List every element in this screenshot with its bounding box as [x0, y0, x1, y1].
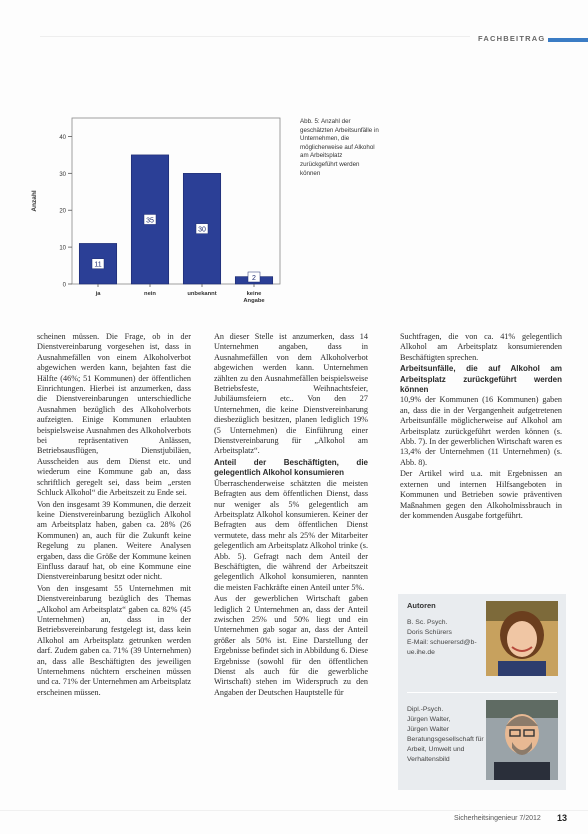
col3-paragraph-2: 10,9% der Kommunen (16 Kommunen) gaben an, dass die in der Vergangenheit aufgetretenen Arbeitsunfälle möglicherweise auf Alkohol am Arbeitsplatz zurückgeführt werden können (s. Abb. 7). In der gewerblichen Wirtschaft waren es 13,4% der Unternehmen (11 Unternehmen) (s. Abb. 8).	[400, 395, 562, 467]
col2-heading: Anteil der Beschäftigten, die gelegentlich Alkohol konsumieren	[214, 457, 368, 478]
authors-title: Autoren	[407, 601, 436, 610]
x-tick-label-3-1: Angabe	[243, 298, 265, 304]
author-1-email: E-Mail: schuerersd@b-ue.ihe.de	[407, 639, 477, 656]
bar-value-label-1: 35	[146, 217, 154, 225]
author-2-photo	[486, 700, 558, 780]
bar-value-label-0: 11	[94, 261, 102, 269]
page-number: 13	[557, 813, 568, 823]
authors-divider	[407, 692, 557, 693]
col3-heading: Arbeitsunfälle, die auf Alkohol am Arbeitsplatz zurückgeführt werden können	[400, 364, 562, 395]
section-accent-bar	[548, 38, 588, 42]
bar-value-label-3: 2	[252, 275, 256, 282]
x-tick-label-3-0: keine	[246, 291, 262, 297]
y-tick-label-10: 10	[59, 245, 66, 252]
col2-paragraph-2: Überraschenderweise schätzten die meisten Befragten aus dem öffentlichen Dienst, dass nur weniger als 5% gelegentlich am Arbeitsplatz Alkohol konsumieren. Keiner der Befragten aus dem öffentlichen Dienst vermutete, dass mehr als 25% der Mitarbeiter gelegentlich am Arbeitsplatz Alkohol trinke (s. Abb. 5). Gefragt nach dem Anteil der Beschäftigten, die während der Arbeitszeit gelegentlich Alkohol konsumieren, nannten die meisten Fachkräfte einen Anteil unter 5%.	[214, 478, 368, 592]
figure-caption: Abb. 5: Anzahl der geschätzten Arbeitsunfälle in Unternehmen, die möglicherweise auf Alkohol am Arbeitsplatz zurückgeführt werden können	[300, 118, 379, 177]
author-2-affiliation: Jürgen Walter Beratungsgesellschaft für Arbeit, Umwelt und Verhaltensbild	[407, 726, 484, 763]
col2-paragraph-1: An dieser Stelle ist anzumerken, dass 14 Unternehmen angaben, dass in Ausnahmefällen von dem Alkoholverbot abgewichen werden kann. Unternehmen zählten zu den Ausnahmefällen beispielsweise Betriebsfeste, Weihnachtsfeier, Jubiläumsfeiern etc.. Von den 27 Unternehmen, die keine Dienstvereinbarung diesbezüglich besitzen, planen lediglich 19% (5 Unternehmen) die Einführung einer Dienstvereinbarung für „Alkohol am Arbeitsplatz“.	[214, 332, 368, 456]
column-2	[214, 332, 368, 699]
author-1-photo	[486, 601, 558, 676]
col2-paragraph-3: Aus der gewerblichen Wirtschaft gaben lediglich 2 Unternehmen an, dass der Anteil zwischen 25% und 50% liegt und ein Unternehmen gab sogar an, dass der Anteil größer als 50% ist. Eine Darstellung der Ergebnisse befindet sich in Abbildung 6. Diese Ergebnisse (sowohl für den öffentlichen Dienst als auch für die gewerbliche Wirtschaft) stehen im Widerspruch zu den Angaben der Deutschen Hauptstelle für	[214, 594, 368, 697]
x-tick-label-2-0: unbekannt	[187, 291, 217, 297]
author-2	[407, 705, 485, 765]
col1-paragraph-2: Von den insgesamt 39 Kommunen, die derzeit keine Dienstvereinbarung bezüglich Alkohol am Arbeitsplatz haben, gaben ca. 28% (26 Kommunen) an, auch für die Zukunft keine Regelung zu planen. Weitere Analysen ergaben, dass die Größe der Kommune keinen Einfluss darauf hat, ob eine Kommune eine Dienstvereinbarung besitzt oder nicht.	[37, 499, 191, 582]
col3-paragraph-1: Suchtfragen, die von ca. 41% gelegentlich Alkohol am Arbeitsplatz konsumierenden Beschäftigten sprechen.	[400, 332, 562, 362]
bottom-rule	[0, 810, 588, 811]
x-tick-label-0-0: ja	[95, 291, 101, 297]
column-1	[37, 332, 191, 699]
top-rule	[40, 36, 470, 37]
y-tick-label-40: 40	[59, 134, 66, 141]
column-3	[400, 332, 562, 522]
y-tick-label-30: 30	[59, 171, 66, 178]
y-tick-label-20: 20	[59, 208, 66, 215]
section-label: FACHBEITRAG	[478, 34, 546, 43]
author-1	[407, 618, 487, 658]
y-axis-label: Anzahl	[31, 190, 38, 212]
authors-box	[398, 594, 566, 790]
col1-paragraph-1: scheinen müssen. Die Frage, ob in der Dienstvereinbarung vorgesehen ist, dass in Ausnahmefällen von einem Alkoholverbot abgewichen werden kann, bejahten fast die Hälfte (46%; 51 Kommunen) der öffentlichen Einrichtungen. Hierbei ist anzumerken, dass die Dienstvereinbarungen unterschiedliche Ausnahmen bezüglich des Alkoholverbots aufzeigten. Einige Kommunen erlaubten beispielsweise Ausnahmen des Alkoholverbots bei repräsentativen Anlässen, Betriebsausflügen, Dienstjubiläen, Ausscheiden aus dem Dienst etc. und wiederum eine Kommune gab an, dass schriftlich geregelt sei, dass beim „ersten Schluck Alkohol“ die Arbeitszeit zu Ende sei.	[37, 332, 191, 498]
author-2-name: Jürgen Walter,	[407, 716, 451, 723]
bar-chart	[26, 112, 296, 312]
chart-svg	[26, 112, 296, 312]
bar-value-label-2: 30	[198, 226, 206, 234]
y-tick-label-0: 0	[62, 282, 66, 289]
journal-footer: Sicherheitsingenieur 7/2012	[454, 815, 541, 822]
author-1-name: Doris Schürers	[407, 629, 452, 636]
col3-paragraph-3: Der Artikel wird u.a. mit Ergebnissen an externen und internen Hilfsangeboten in Kommunen und Betrieben sowie präventiven Maßnahmen gegen den Alkoholmissbrauch in der kommenden Ausgabe fortgeführt.	[400, 469, 562, 520]
author-2-degree: Dipl.-Psych.	[407, 706, 444, 713]
author-1-degree: B. Sc. Psych.	[407, 619, 448, 626]
x-tick-label-1-0: nein	[144, 291, 156, 297]
col1-paragraph-3: Von den insgesamt 55 Unternehmen mit Dienstvereinbarung bezüglich des Themas „Alkohol am Arbeitsplatz“ gaben ca. 82% (45 Unternehmen) an, dass in der Betriebsvereinbarung festgelegt ist, dass kein Alkohol am Arbeitsplatz getrunken werden darf. Zudem gaben ca. 71% (39 Unternehmen) an, dass alle Beschäftigten des jeweiligen Unternehmens nüchtern erscheinen müssen und ca. 71% der Unternehmen am Arbeitsplatz erscheinen müssen.	[37, 583, 191, 697]
